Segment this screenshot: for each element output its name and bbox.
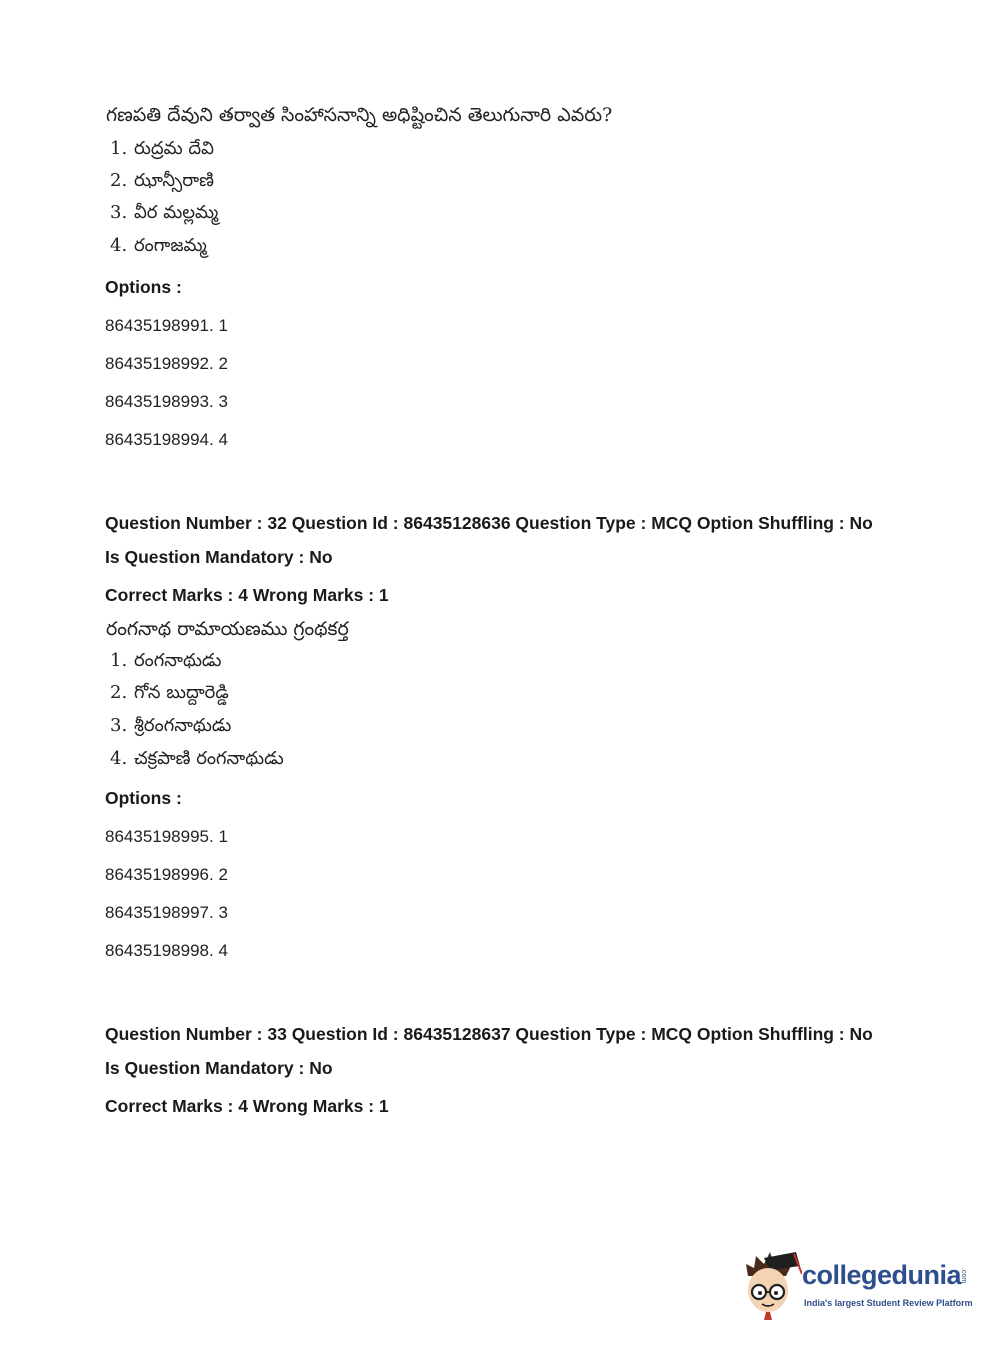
choice-number: 4. bbox=[110, 748, 128, 769]
question-32-choice-1 bbox=[110, 650, 221, 675]
question-32-choice-2 bbox=[110, 682, 229, 707]
option-id-4: 86435198998. 4 bbox=[105, 941, 228, 960]
choice-text: గోన బుద్దారెడ్డి bbox=[134, 682, 229, 703]
choice-number: 2. bbox=[110, 682, 128, 703]
logo-suffix: .com bbox=[960, 1268, 967, 1284]
question-32-header: Question Number : 32 Question Id : 86435128636 Question Type : MCQ Option Shuffling : No bbox=[105, 513, 873, 533]
mascot-icon bbox=[742, 1250, 802, 1320]
logo-wordmark: collegedunia bbox=[802, 1260, 962, 1290]
question-31-text: గణపతి దేవుని తర్వాత సింహాసనాన్ని అధిష్టించిన తెలుగునారి ఎవరు? bbox=[106, 104, 613, 126]
options-label: Options : bbox=[105, 788, 182, 808]
question-32-choice-4 bbox=[110, 748, 284, 773]
option-id-1: 86435198995. 1 bbox=[105, 827, 228, 846]
option-id-2: 86435198992. 2 bbox=[105, 354, 228, 373]
choice-number: 1. bbox=[110, 138, 128, 159]
choice-number: 4. bbox=[110, 235, 128, 256]
choice-number: 1. bbox=[110, 650, 128, 671]
choice-text: చక్రపాణి రంగనాథుడు bbox=[134, 748, 284, 769]
choice-text: రంగనాథుడు bbox=[134, 650, 222, 671]
collegedunia-logo bbox=[742, 1250, 972, 1320]
choice-number: 3. bbox=[110, 202, 128, 223]
choice-text: శ్రీరంగనాథుడు bbox=[134, 715, 232, 736]
question-33-mandatory: Is Question Mandatory : No bbox=[105, 1058, 333, 1078]
question-32-marks: Correct Marks : 4 Wrong Marks : 1 bbox=[105, 585, 389, 605]
question-32-choice-3 bbox=[110, 715, 231, 740]
question-31-choice-4 bbox=[110, 235, 207, 260]
question-33-header: Question Number : 33 Question Id : 86435128637 Question Type : MCQ Option Shuffling : No bbox=[105, 1024, 873, 1044]
option-id-3: 86435198993. 3 bbox=[105, 392, 228, 411]
question-32-text: రంగనాథ రామాయణము గ్రంథకర్త bbox=[106, 618, 349, 640]
question-31-choice-3 bbox=[110, 202, 218, 227]
option-id-3: 86435198997. 3 bbox=[105, 903, 228, 922]
question-31-choice-1 bbox=[110, 138, 214, 163]
choice-number: 2. bbox=[110, 170, 128, 191]
question-33-marks: Correct Marks : 4 Wrong Marks : 1 bbox=[105, 1096, 389, 1116]
choice-text: వీర మల్లమ్మ bbox=[134, 202, 219, 223]
choice-number: 3. bbox=[110, 715, 128, 736]
choice-text: ఝాన్సీరాణి bbox=[134, 170, 214, 191]
choice-text: రంగాజమ్మ bbox=[134, 235, 207, 256]
options-label: Options : bbox=[105, 277, 182, 297]
option-id-2: 86435198996. 2 bbox=[105, 865, 228, 884]
logo-tagline: India's largest Student Review Platform bbox=[804, 1298, 973, 1308]
option-id-4: 86435198994. 4 bbox=[105, 430, 228, 449]
question-31-choice-2 bbox=[110, 170, 214, 195]
question-32-mandatory: Is Question Mandatory : No bbox=[105, 547, 333, 567]
choice-text: రుద్రమ దేవి bbox=[134, 138, 214, 159]
option-id-1: 86435198991. 1 bbox=[105, 316, 228, 335]
